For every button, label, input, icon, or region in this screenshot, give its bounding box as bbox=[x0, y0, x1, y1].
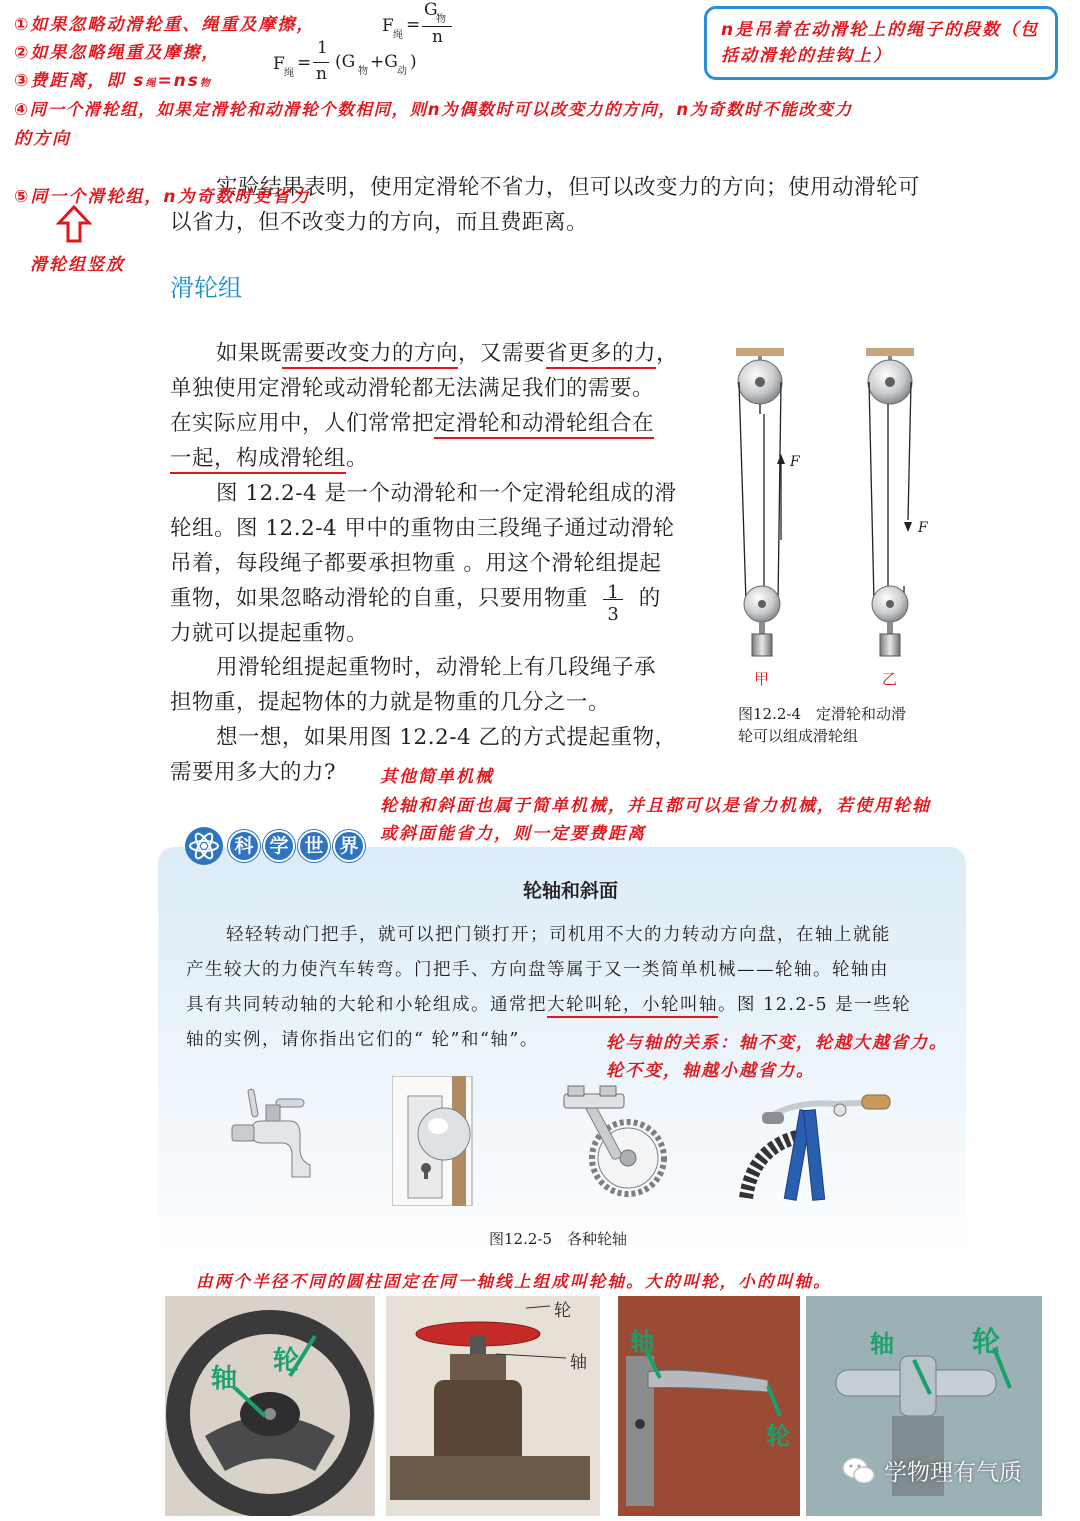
label-axle-2: 轴 bbox=[570, 1353, 587, 1373]
pulley-figure bbox=[728, 340, 948, 690]
paragraph-2: 图 12.2-4 是一个动滑轮和一个定滑轮组成的滑 轮组。图 12.2-4 甲中的重物由三段绳子通过动滑轮 吊着，每段绳子都要承担物重 。用这个滑轮组提起 重物，如果忽略动滑轮的自重，只要用物重 1 3 的 力就可以提起重物。 bbox=[170, 481, 677, 646]
note-bottom: 由两个半径不同的圆柱固定在同一轴线上组成叫轮轴。大的叫轮，小的叫轴。 bbox=[196, 1272, 832, 1291]
note-other-1: 轮轴和斜面也属于简单机械，并且都可以是省力机械，若使用轮轴 bbox=[380, 796, 931, 816]
note-1: ①如果忽略动滑轮重、绳重及摩擦， bbox=[14, 15, 316, 35]
faucet-illustration bbox=[222, 1085, 322, 1189]
label-wheel-4: 轮 bbox=[972, 1325, 1001, 1358]
label-yi: 乙 bbox=[882, 670, 898, 688]
pedal-crank-illustration bbox=[558, 1080, 678, 1204]
up-arrow-icon bbox=[56, 204, 92, 248]
atom-icon bbox=[180, 826, 232, 866]
badge-char: 世 bbox=[298, 830, 330, 862]
steering-wheel-photo bbox=[165, 1296, 375, 1516]
note-other-2: 或斜面能省力，则一定要费距离 bbox=[380, 824, 646, 844]
door-knob-illustration bbox=[392, 1076, 492, 1210]
paragraph-1: 如果既需要改变力的方向，又需要省更多的力， 单独使用定滑轮或动滑轮都无法满足我们的需要。 在实际应用中，人们常常把定滑轮和动滑轮组合在 一起，构成滑轮组。 bbox=[170, 336, 710, 476]
label-axle-3: 轴 bbox=[630, 1328, 654, 1356]
label-jia: 甲 bbox=[754, 670, 770, 688]
note-other-title: 其他简单机械 bbox=[380, 767, 494, 787]
wechat-icon bbox=[842, 1456, 876, 1486]
annotation-box: n是吊着在动滑轮上的绳子的段数（包括动滑轮的挂钩上） bbox=[704, 6, 1058, 80]
bicycle-handlebar-illustration bbox=[734, 1080, 894, 1209]
figure2-caption: 图12.2-5 各种轮轴 bbox=[489, 1230, 628, 1248]
pulley-illustration bbox=[728, 340, 948, 690]
note-2: ②如果忽略绳重及摩擦， bbox=[14, 43, 221, 63]
intro-line-2: 以省力，但不改变力的方向，而且费距离。 bbox=[170, 210, 589, 235]
label-wheel-3: 轮 bbox=[766, 1422, 790, 1450]
formula-1: F 绳 = G 物 n bbox=[382, 2, 462, 46]
note-4-cont: 的方向 bbox=[14, 129, 71, 149]
intro-line-1: 实验结果表明，使用定滑轮不省力，但可以改变力的方向；使用动滑轮可 bbox=[216, 175, 921, 200]
paragraph-3: 用滑轮组提起重物时，动滑轮上有几段绳子承 担物重，提起物体的力就是物重的几分之一。 bbox=[170, 655, 657, 715]
science-text: 轻轻转动门把手，就可以把门锁打开；司机用不大的力转动方向盘，在轴上就能 产生较大的力使汽车转弯。门把手、方向盘等属于又一类简单机械——轮轴。轮轴由 具有共同转动轴的大轮和小轮组成。通常把大轮叫轮，小轮叫轴。图 12.2-5 是一些轮 轴的实例，请你指出它们的“ 轮”和“轴”。 bbox=[186, 925, 912, 1050]
wechat-watermark bbox=[842, 1454, 1022, 1487]
section-title: 滑轮组 bbox=[170, 274, 242, 302]
watermark-text: 学物理有气质 bbox=[884, 1460, 1022, 1486]
paragraph-4: 想一想，如果用图 12.2-4 乙的方式提起重物， 需要用多大的力? bbox=[170, 725, 677, 785]
force-label-a: F bbox=[790, 454, 800, 470]
badge-char: 科 bbox=[228, 830, 260, 862]
label-axle-4: 轴 bbox=[870, 1330, 894, 1358]
note-5: ⑤同一个滑轮组，n为奇数时更省力 bbox=[14, 187, 311, 207]
valve-photo bbox=[386, 1296, 600, 1516]
note-relation-2: 轮不变，轴越小越省力。 bbox=[606, 1061, 815, 1081]
science-title: 轮轴和斜面 bbox=[523, 880, 619, 902]
note-4: ④同一个滑轮组，如果定滑轮和动滑轮个数相同，则n为偶数时可以改变力的方向，n为奇数时不能改变力 bbox=[14, 100, 853, 119]
label-wheel-2: 轮 bbox=[554, 1301, 571, 1321]
force-label-b: F bbox=[918, 520, 928, 536]
fraction-denominator: 3 bbox=[607, 604, 620, 625]
label-axle-1: 轴 bbox=[211, 1364, 238, 1394]
badge-letters bbox=[228, 830, 365, 862]
fraction-numerator: 1 bbox=[607, 582, 620, 603]
formula-2: F 绳 = 1 n (G 物 +G 动 ) bbox=[273, 38, 417, 84]
figure1-caption: 图12.2-4 定滑轮和动滑 轮可以组成滑轮组 bbox=[738, 705, 907, 745]
door-handle-photo bbox=[618, 1296, 800, 1516]
note-relation-1: 轮与轴的关系：轴不变，轮越大越省力。 bbox=[606, 1033, 948, 1053]
label-wheel-1: 轮 bbox=[273, 1346, 300, 1376]
badge-char: 学 bbox=[263, 830, 295, 862]
badge-char: 界 bbox=[333, 830, 365, 862]
science-world-badge bbox=[180, 826, 359, 866]
note-3: ③费距离，即 s绳=ns物 bbox=[14, 71, 212, 91]
note-6: 滑轮组竖放 bbox=[30, 255, 125, 275]
